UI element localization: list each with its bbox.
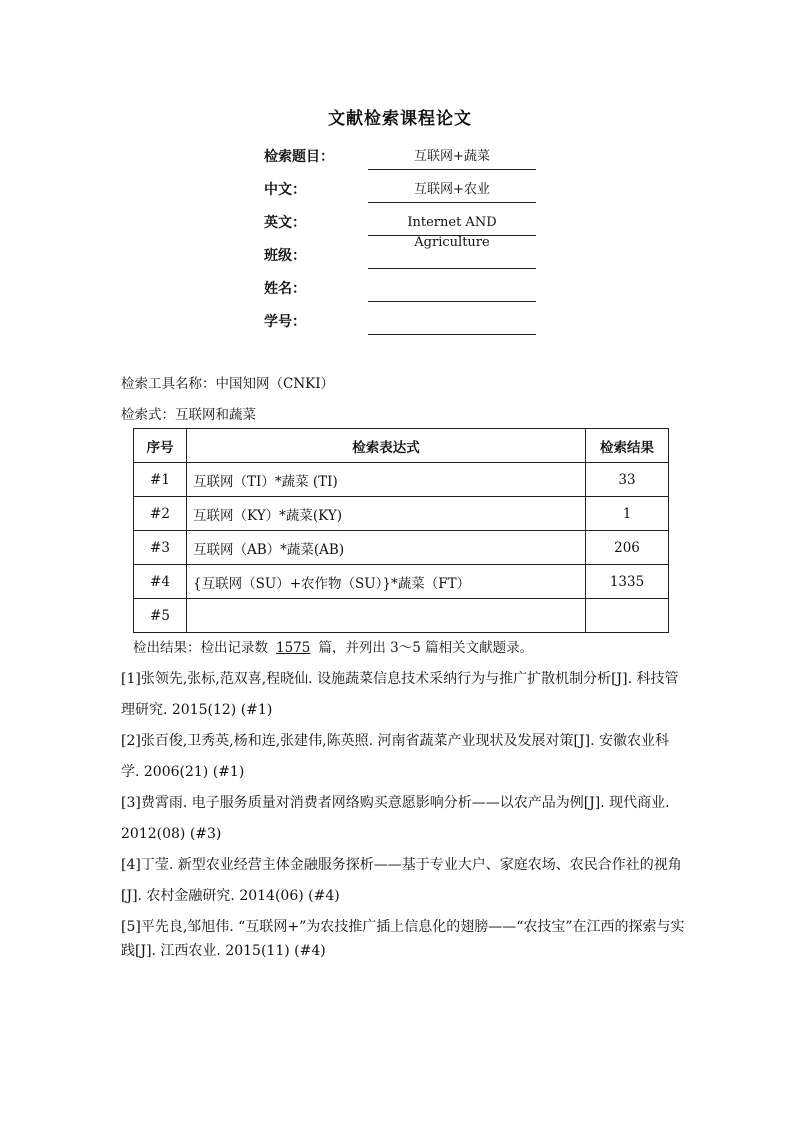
field-value (368, 246, 536, 269)
row-number: #2 (134, 497, 187, 531)
row-number: #5 (134, 599, 187, 633)
row-expression: {互联网（SU）+农作物（SU）}*蔬菜（FT） (187, 565, 586, 599)
record-count: 1575 (276, 640, 311, 656)
row-number: #4 (134, 565, 187, 599)
table-row (134, 565, 669, 599)
field-name (264, 276, 544, 302)
table-row (134, 599, 669, 633)
row-result (586, 599, 669, 633)
table-row (134, 463, 669, 497)
search-tool-line: 检索工具名称：中国知网（CNKI） (121, 376, 335, 392)
row-number: #1 (134, 463, 187, 497)
column-header: 序号 (134, 429, 187, 463)
table-row (134, 531, 669, 565)
column-header: 检索表达式 (187, 429, 586, 463)
document-title: 文献检索课程论文 (328, 109, 472, 129)
field-label: 检索题目： (264, 149, 334, 165)
field-value: 互联网+农业 (368, 180, 536, 203)
column-header: 检索结果 (586, 429, 669, 463)
summary-suffix: 篇，并列出 3～5 篇相关文献题录。 (318, 640, 534, 656)
table-header-row (134, 429, 669, 463)
summary-prefix: 检出结果：检出记录数 (133, 640, 268, 656)
field-value: 互联网+蔬菜 (368, 147, 536, 170)
row-result: 33 (586, 463, 669, 497)
results-summary (133, 636, 533, 656)
field-label: 学号： (264, 314, 306, 330)
reference-item: [3]费霄雨. 电子服务质量对消费者网络购买意愿影响分析——以农产品为例[J]. 现代商业. 2012(08) (#3) (121, 795, 670, 842)
row-expression: 互联网（TI）*蔬菜 (TI) (187, 463, 586, 497)
row-expression: 互联网（AB）*蔬菜(AB) (187, 531, 586, 565)
search-query-line: 检索式：互联网和蔬菜 (121, 407, 256, 423)
reference-item: [1]张领先,张标,范双喜,程晓仙. 设施蔬菜信息技术采纳行为与推广扩散机制分析[J]. 科技管理研究. 2015(12) (#1) (121, 671, 679, 718)
reference-item: [2]张百俊,卫秀英,杨和连,张建伟,陈英照. 河南省蔬菜产业现状及发展对策[J]. 安徽农业科学. 2006(21) (#1) (121, 733, 669, 780)
field-value (368, 312, 536, 335)
reference-item: [5]平先良,邹旭伟. “互联网+”为农技推广插上信息化的翅膀——“农技宝”在江西的探索与实践[J]. 江西农业. 2015(11) (#4) (121, 919, 685, 959)
row-result: 206 (586, 531, 669, 565)
row-expression: 互联网（KY）*蔬菜(KY) (187, 497, 586, 531)
field-label: 中文： (264, 182, 306, 198)
row-result: 1335 (586, 565, 669, 599)
field-value (368, 279, 536, 302)
field-class (264, 243, 544, 269)
field-label: 英文： (264, 215, 306, 231)
reference-list (121, 664, 687, 963)
row-number: #3 (134, 531, 187, 565)
row-expression (187, 599, 586, 633)
reference-item: [4]丁莹. 新型农业经营主体金融服务探析——基于专业大户、家庭农场、农民合作社的视角[J]. 农村金融研究. 2014(06) (#4) (121, 857, 682, 904)
search-results-table (133, 428, 669, 633)
field-value: Internet AND Agriculture (368, 213, 536, 236)
row-result: 1 (586, 497, 669, 531)
field-label: 班级： (264, 248, 306, 264)
table-row (134, 497, 669, 531)
field-topic (264, 144, 544, 170)
field-student-id (264, 309, 544, 335)
field-chinese (264, 177, 544, 203)
field-label: 姓名： (264, 281, 306, 297)
field-english (264, 210, 544, 250)
